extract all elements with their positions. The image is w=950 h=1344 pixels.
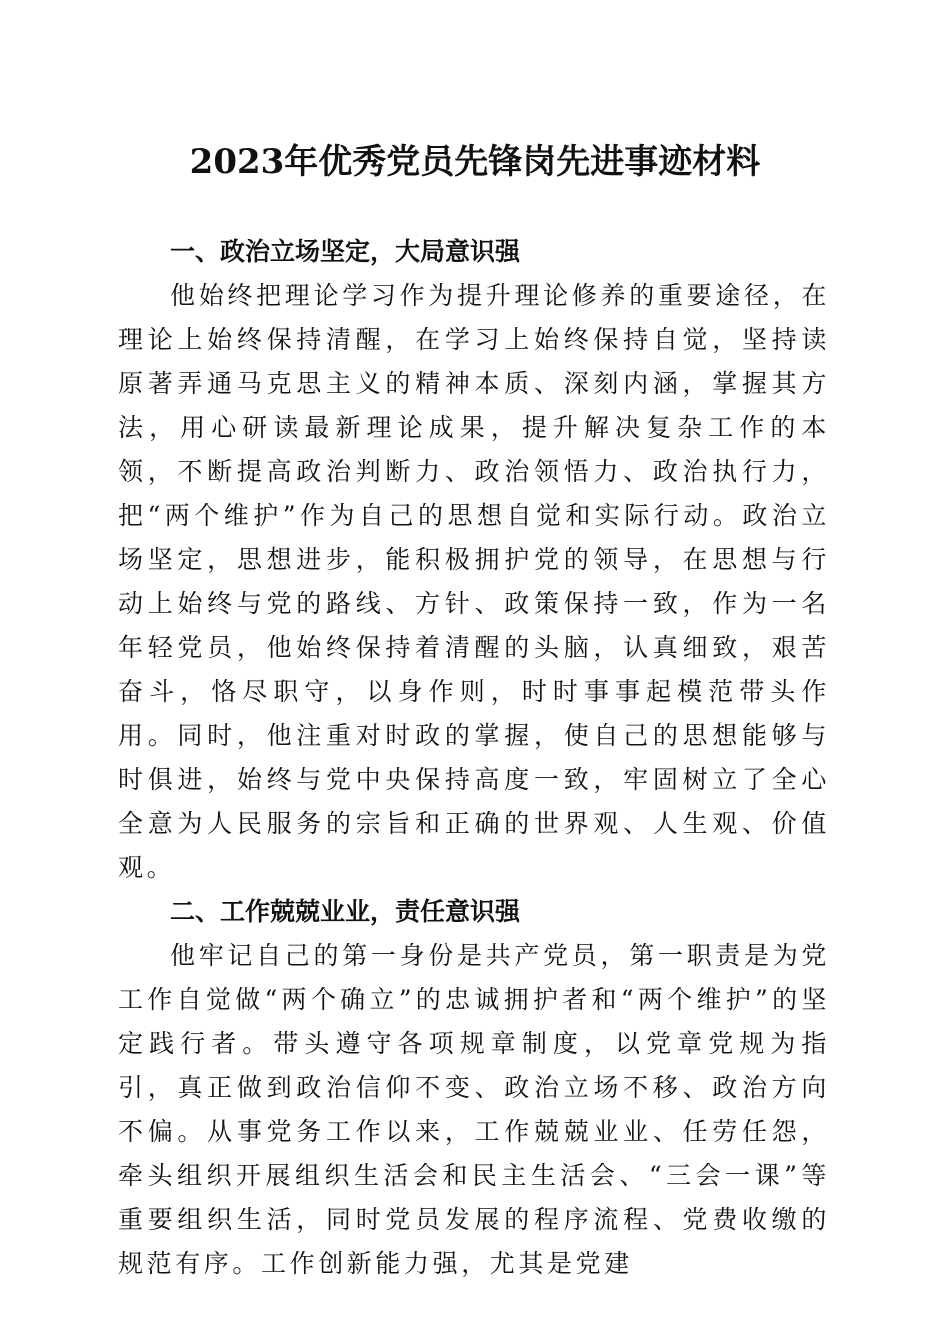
- document-body: [118, 230, 830, 1286]
- section-political-stance: [118, 230, 830, 890]
- document-title: 2023年优秀党员先锋岗先进事迹材料: [189, 142, 761, 182]
- section-paragraph: 他始终把理论学习作为提升理论修养的重要途径，在理论上始终保持清醒，在学习上始终保持自觉，坚持读原著弄通马克思主义的精神本质、深刻内涵，掌握其方法，用心研读最新理论成果，提升解决复杂工作的本领，不断提高政治判断力、政治领悟力、政治执行力，把“两个维护”作为自己的思想自觉和实际行动。政治立场坚定，思想进步，能积极拥护党的领导，在思想与行动上始终与党的路线、方针、政策保持一致，作为一名年轻党员，他始终保持着清醒的头脑，认真细致，艰苦奋斗，恪尽职守，以身作则，时时事事起模范带头作用。同时，他注重对时政的掌握，使自己的思想能够与时俱进，始终与党中央保持高度一致，牢固树立了全心全意为人民服务的宗旨和正确的世界观、人生观、价值观。: [118, 281, 830, 882]
- section-paragraph: 他牢记自己的第一身份是共产党员，第一职责是为党工作自觉做“两个确立”的忠诚拥护者和“两个维护”的坚定践行者。带头遵守各项规章制度，以党章党规为指引，真正做到政治信仰不变、政治立场不移、政治方向不偏。从事党务工作以来，工作兢兢业业、任劳任怨，牵头组织开展组织生活会和民主生活会、“三会一课”等重要组织生活，同时党员发展的程序流程、党费收缴的规范有序。工作创新能力强，尤其是党建: [118, 941, 830, 1278]
- section-heading: 二、工作兢兢业业，责任意识强: [170, 897, 521, 926]
- section-work-diligence: [118, 890, 830, 1286]
- section-heading: 一、政治立场坚定，大局意识强: [170, 237, 521, 266]
